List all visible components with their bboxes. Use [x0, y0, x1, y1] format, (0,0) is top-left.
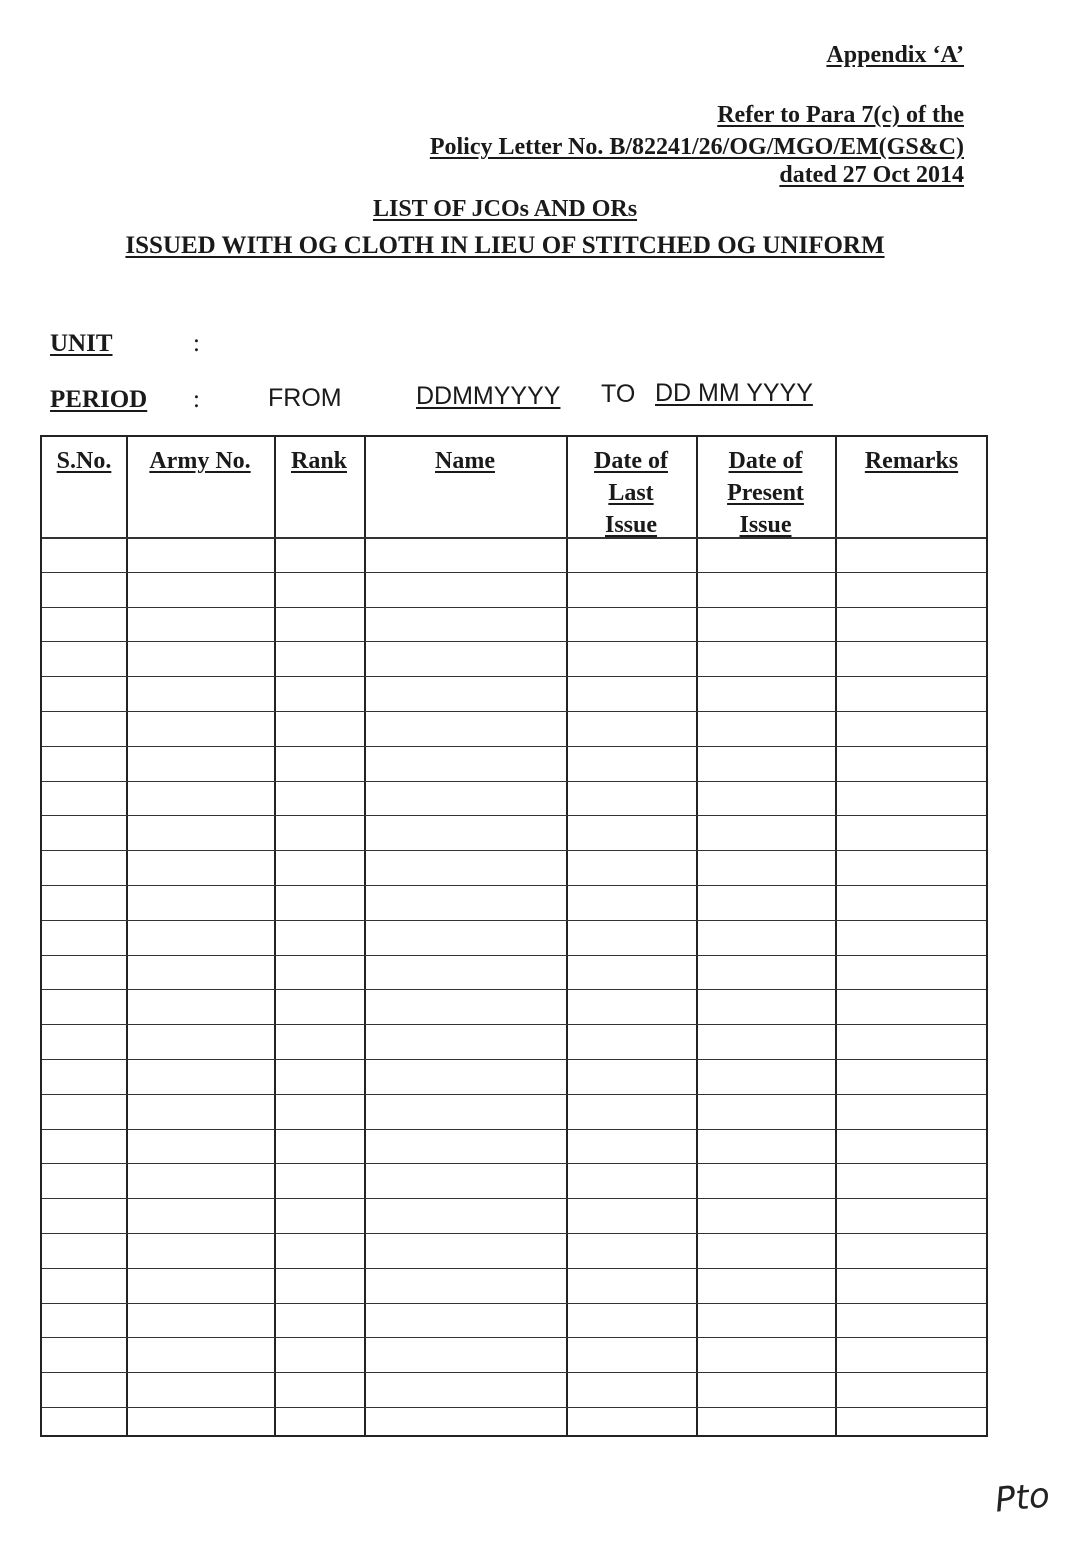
table-row	[42, 1407, 986, 1408]
table-column-divider	[126, 437, 128, 1435]
table-header-text: Name	[435, 448, 495, 474]
appendix-label: Appendix ‘A’	[826, 42, 964, 68]
period-label: PERIOD	[50, 386, 148, 413]
table-row	[42, 1059, 986, 1060]
table-row	[42, 746, 986, 747]
table-row	[42, 676, 986, 677]
table-header-text: Army No.	[149, 448, 251, 474]
document-title-line-2: ISSUED WITH OG CLOTH IN LIEU OF STITCHED OG UNIFORM	[125, 232, 885, 259]
table-row	[42, 1372, 986, 1373]
table-column-divider	[274, 437, 276, 1435]
table-row	[42, 850, 986, 851]
table-row	[42, 711, 986, 712]
table-row	[42, 1233, 986, 1234]
table-column-divider	[835, 437, 837, 1435]
table-row	[42, 1198, 986, 1199]
reference-line-1: Refer to Para 7(c) of the	[717, 102, 964, 128]
table-row	[42, 1163, 986, 1164]
table-header-cell	[696, 445, 835, 541]
table-row	[42, 1337, 986, 1338]
table-row	[42, 1094, 986, 1095]
table-header-cell	[126, 445, 274, 477]
table-header-text: Remarks	[864, 448, 959, 474]
table-header-cell	[364, 445, 566, 477]
unit-colon: :	[193, 330, 200, 357]
date-to: DD MM YYYY	[655, 379, 813, 407]
table-column-divider	[364, 437, 366, 1435]
table-row	[42, 815, 986, 816]
table-header-text: Date of	[594, 448, 668, 474]
reference-line-3: dated 27 Oct 2014	[779, 162, 964, 188]
table-row	[42, 781, 986, 782]
period-colon: :	[193, 386, 200, 413]
reference-line-2: Policy Letter No. B/82241/26/OG/MGO/EM(GS&C)	[429, 134, 964, 160]
table-header-text: S.No.	[56, 448, 112, 474]
table-row	[42, 1303, 986, 1304]
table-header-divider	[42, 537, 986, 539]
table-row	[42, 1129, 986, 1130]
table-header-text: Issue	[739, 512, 792, 538]
unit-label: UNIT	[50, 330, 113, 357]
table-row	[42, 955, 986, 956]
pto-handwritten-note: Pto	[993, 1475, 1052, 1521]
table-header-cell	[835, 445, 988, 477]
from-text: FROM	[268, 384, 342, 412]
table-row	[42, 607, 986, 608]
table-header-text: Present	[727, 480, 804, 506]
table-header-text: Date of	[728, 448, 803, 474]
table-row	[42, 989, 986, 990]
table-header-text: Rank	[290, 448, 348, 474]
table-row	[42, 1024, 986, 1025]
table-header-cell	[566, 445, 696, 541]
table-row	[42, 885, 986, 886]
document-title-line-1: LIST OF JCOs AND ORs	[372, 196, 638, 222]
reference-block	[430, 100, 964, 190]
table-row	[42, 1268, 986, 1269]
to-text: TO	[601, 380, 636, 408]
issue-register-table	[40, 435, 988, 1437]
date-from: DDMMYYYY	[416, 382, 561, 410]
table-row	[42, 572, 986, 573]
table-column-divider	[566, 437, 568, 1435]
table-row	[42, 920, 986, 921]
table-column-divider	[696, 437, 698, 1435]
table-header-text: Issue	[604, 512, 658, 538]
table-row	[42, 641, 986, 642]
table-header-cell	[274, 445, 364, 477]
table-header-cell	[42, 445, 126, 477]
table-header-text: Last	[608, 480, 654, 506]
